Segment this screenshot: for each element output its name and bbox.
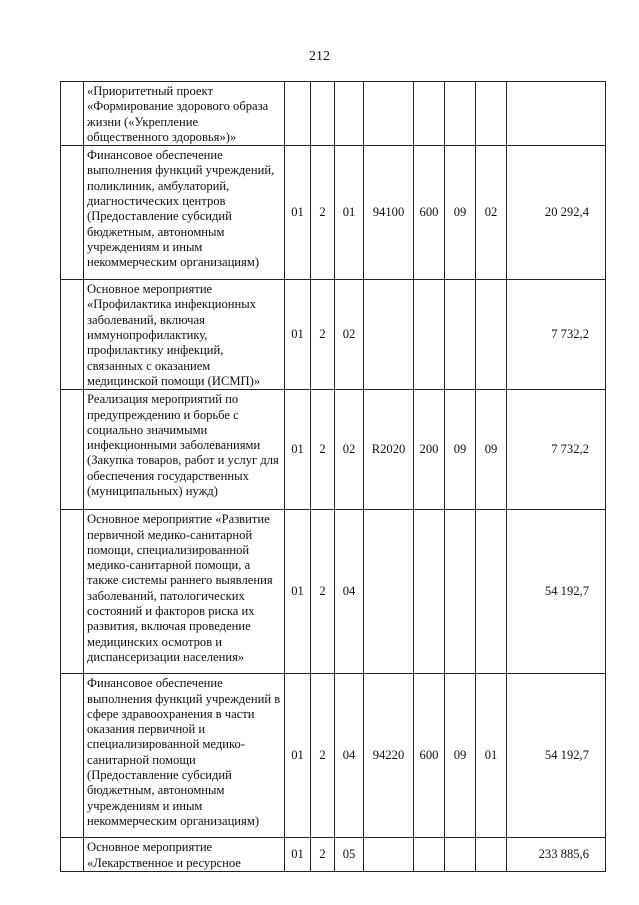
margin-cell xyxy=(61,838,84,872)
margin-cell xyxy=(61,146,84,280)
activity-code: 04 xyxy=(335,510,364,674)
item-name: Основное мероприятие «Лекарственное и ресурсное xyxy=(84,838,285,872)
amount: 54 192,7 xyxy=(507,510,606,674)
direction-code xyxy=(364,510,414,674)
subsection-code: 09 xyxy=(476,390,507,510)
section-code xyxy=(445,280,476,390)
section-code: 09 xyxy=(445,390,476,510)
table-row xyxy=(61,674,606,838)
subsection-code: 02 xyxy=(476,146,507,280)
subprogram-code: 2 xyxy=(311,674,335,838)
subsection-code xyxy=(476,280,507,390)
expense-type-code xyxy=(414,510,445,674)
item-name: Основное мероприятие «Профилактика инфекционных заболеваний, включая иммунопрофилактику, профилактику инфекций, связанных с оказанием медицинской помощи (ИСМП)» xyxy=(84,280,285,390)
subsection-code xyxy=(476,510,507,674)
budget-table xyxy=(60,81,606,872)
table-row xyxy=(61,146,606,280)
margin-cell xyxy=(61,82,84,146)
program-code: 01 xyxy=(285,674,311,838)
table-row xyxy=(61,838,606,872)
expense-type-code: 600 xyxy=(414,146,445,280)
direction-code: 94220 xyxy=(364,674,414,838)
table-row xyxy=(61,280,606,390)
subprogram-code: 2 xyxy=(311,146,335,280)
activity-code xyxy=(335,82,364,146)
subprogram-code: 2 xyxy=(311,510,335,674)
direction-code xyxy=(364,838,414,872)
margin-cell xyxy=(61,510,84,674)
program-code xyxy=(285,82,311,146)
program-code: 01 xyxy=(285,280,311,390)
amount: 7 732,2 xyxy=(507,280,606,390)
activity-code: 01 xyxy=(335,146,364,280)
margin-cell xyxy=(61,280,84,390)
item-name: Реализация мероприятий по предупреждению и борьбе с социально значимыми инфекционными заболеваниями (Закупка товаров, работ и услуг для обеспечения государственных (муниципальных) нужд) xyxy=(84,390,285,510)
expense-type-code: 200 xyxy=(414,390,445,510)
section-code: 09 xyxy=(445,674,476,838)
program-code: 01 xyxy=(285,146,311,280)
subsection-code xyxy=(476,838,507,872)
table-row xyxy=(61,510,606,674)
table-row xyxy=(61,390,606,510)
margin-cell xyxy=(61,674,84,838)
activity-code: 04 xyxy=(335,674,364,838)
item-name: Финансовое обеспечение выполнения функций учреждений, поликлиник, амбулаторий, диагностических центров (Предоставление субсидий бюджетным, автономным учреждениям и иным некоммерческим организациям) xyxy=(84,146,285,280)
section-code xyxy=(445,82,476,146)
expense-type-code: 600 xyxy=(414,674,445,838)
direction-code xyxy=(364,280,414,390)
item-name: Финансовое обеспечение выполнения функций учреждений в сфере здравоохранения в части оказания первичной и специализированной медико-санитарной помощи (Предоставление субсидий бюджетным, автономным учреждениям и иным некоммерческим организациям) xyxy=(84,674,285,838)
amount: 233 885,6 xyxy=(507,838,606,872)
program-code: 01 xyxy=(285,390,311,510)
amount xyxy=(507,82,606,146)
direction-code xyxy=(364,82,414,146)
subprogram-code: 2 xyxy=(311,280,335,390)
subprogram-code xyxy=(311,82,335,146)
activity-code: 02 xyxy=(335,280,364,390)
table-row xyxy=(61,82,606,146)
amount: 7 732,2 xyxy=(507,390,606,510)
direction-code: R2020 xyxy=(364,390,414,510)
activity-code: 02 xyxy=(335,390,364,510)
section-code xyxy=(445,510,476,674)
activity-code: 05 xyxy=(335,838,364,872)
page-number: 212 xyxy=(309,49,330,64)
subsection-code: 01 xyxy=(476,674,507,838)
section-code: 09 xyxy=(445,146,476,280)
subprogram-code: 2 xyxy=(311,838,335,872)
expense-type-code xyxy=(414,838,445,872)
expense-type-code xyxy=(414,280,445,390)
program-code: 01 xyxy=(285,510,311,674)
subprogram-code: 2 xyxy=(311,390,335,510)
direction-code: 94100 xyxy=(364,146,414,280)
margin-cell xyxy=(61,390,84,510)
program-code: 01 xyxy=(285,838,311,872)
item-name: «Приоритетный проект «Формирование здорового образа жизни («Укрепление общественного здоровья»)» xyxy=(84,82,285,146)
item-name: Основное мероприятие «Развитие первичной медико-санитарной помощи, специализированной медико-санитарной помощи, а также системы раннего выявления заболеваний, патологических состояний и факторов риска их развития, включая проведение медицинских осмотров и диспансеризации населения» xyxy=(84,510,285,674)
subsection-code xyxy=(476,82,507,146)
section-code xyxy=(445,838,476,872)
expense-type-code xyxy=(414,82,445,146)
amount: 20 292,4 xyxy=(507,146,606,280)
amount: 54 192,7 xyxy=(507,674,606,838)
